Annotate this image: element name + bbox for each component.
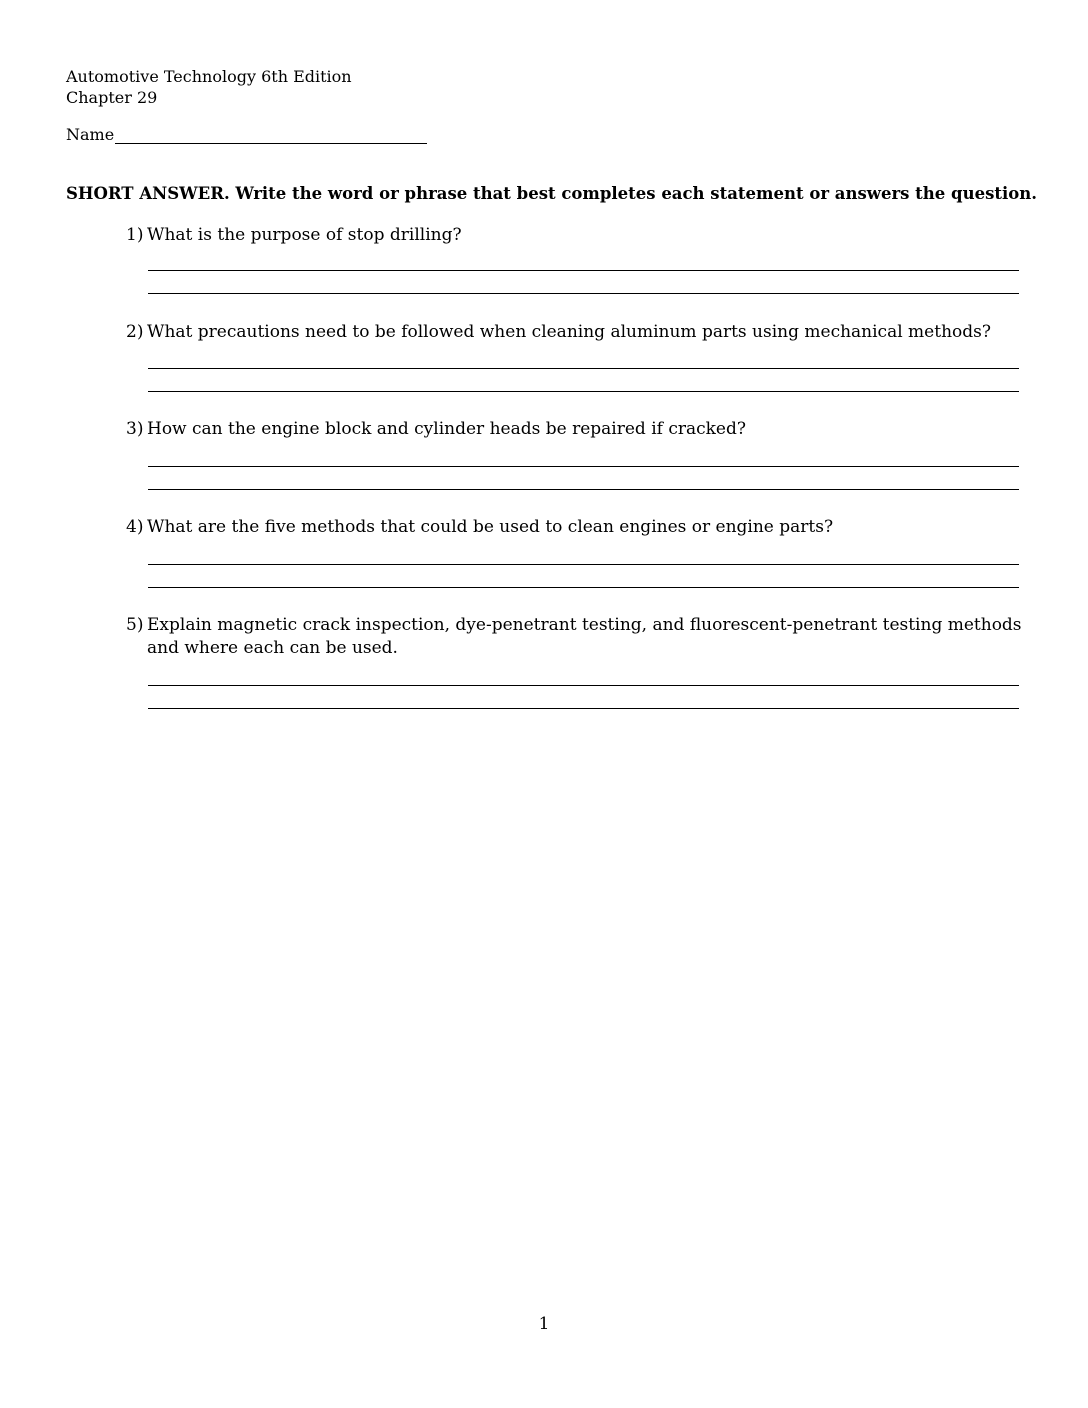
question-text: Explain magnetic crack inspection, dye-penetrant testing, and fluorescent-penetrant testing methods and where each can be used.	[147, 615, 1022, 658]
question-1	[126, 224, 1026, 247]
question-text: How can the engine block and cylinder heads be repaired if cracked?	[147, 419, 746, 439]
answer-line[interactable]	[148, 708, 1019, 709]
answer-line[interactable]	[148, 391, 1019, 392]
answer-line[interactable]	[148, 368, 1019, 369]
question-3	[126, 418, 1026, 441]
question-number: 2)	[126, 322, 144, 342]
question-5	[126, 614, 1026, 660]
question-2	[126, 321, 1026, 344]
document-header	[66, 66, 352, 108]
question-text: What are the five methods that could be used to clean engines or engine parts?	[147, 517, 834, 537]
question-number: 4)	[126, 517, 144, 537]
section-instructions: SHORT ANSWER. Write the word or phrase that best completes each statement or answers the question.	[66, 184, 1037, 203]
answer-line[interactable]	[148, 489, 1019, 490]
book-title: Automotive Technology 6th Edition	[66, 67, 352, 86]
question-text: What is the purpose of stop drilling?	[147, 225, 462, 245]
answer-line[interactable]	[148, 270, 1019, 271]
answer-line[interactable]	[148, 587, 1019, 588]
chapter-label: Chapter 29	[66, 88, 158, 107]
question-text: What precautions need to be followed when cleaning aluminum parts using mechanical methods?	[147, 322, 991, 342]
answer-line[interactable]	[148, 466, 1019, 467]
name-field-row	[66, 124, 427, 144]
question-number: 3)	[126, 419, 144, 439]
answer-line[interactable]	[148, 564, 1019, 565]
answer-line[interactable]	[148, 293, 1019, 294]
name-field[interactable]	[115, 124, 427, 144]
question-number: 1)	[126, 225, 144, 245]
page-number: 1	[538, 1314, 550, 1334]
question-number: 5)	[126, 615, 144, 635]
question-4	[126, 516, 1026, 539]
answer-line[interactable]	[148, 685, 1019, 686]
name-label: Name	[66, 125, 115, 144]
